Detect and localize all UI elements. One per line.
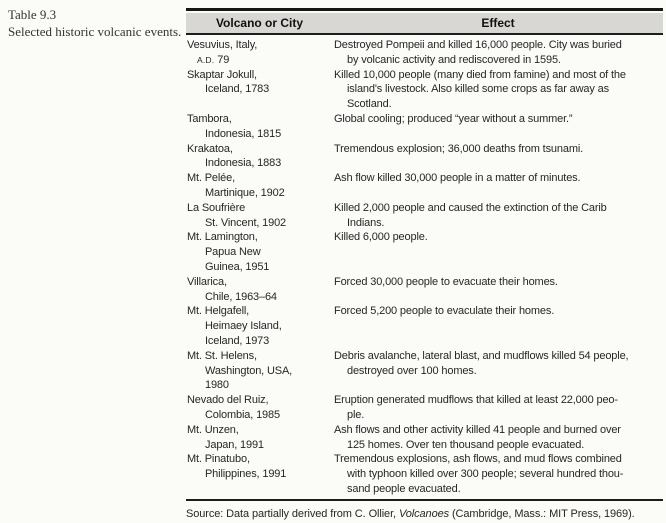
header-effect-column: Effect [481, 16, 515, 30]
volcano-name-cell: Nevado del Ruiz, Colombia, 1985 [187, 394, 280, 421]
table-row-la-soufriere [186, 201, 663, 231]
effect-cell: Global cooling; produced “year without a summer.” [334, 112, 573, 125]
top-rule [186, 8, 663, 11]
effect-cell: Killed 6,000 people. [334, 231, 428, 244]
bottom-rule [186, 499, 663, 501]
volcano-name-cell: Mt. Helgafell, Heimaey Island, Iceland, 1973 [187, 305, 282, 347]
table-row-mt-lamington [186, 230, 663, 274]
effect-cell: Ash flows and other activity killed 41 people and burned over 125 homes. Over ten thousand people evacuated. [334, 423, 621, 451]
volcano-name-cell: La Soufrière St. Vincent, 1902 [187, 201, 287, 229]
table-row-tambora [186, 112, 663, 142]
era-label: A.D. [197, 54, 215, 65]
effect-cell: Forced 30,000 people to evacuate their homes. [334, 275, 558, 288]
table-row-vesuvius [186, 38, 663, 68]
effect-cell: Destroyed Pompeii and killed 16,000 people. City was buried by volcanic activity and rediscovered in 1595. [334, 39, 622, 66]
volcano-name-cell: Villarica, Chile, 1963–64 [187, 275, 277, 303]
table-row-mt-pelee [186, 171, 663, 201]
volcano-name-cell: Mt. St. Helens, Washington, USA, 1980 [187, 349, 293, 392]
volcano-table [186, 8, 663, 520]
table-body [186, 38, 663, 497]
table-row-villarica [186, 275, 663, 305]
source-text-prefix: Source: Data partially derived from C. Ollier, [186, 507, 399, 520]
table-row-krakatoa [186, 142, 663, 172]
source-text-suffix: (Cambridge, Mass.: MIT Press, 1969). [449, 507, 635, 520]
volcano-name-cell: Mt. Pelée, Martinique, 1902 [187, 172, 285, 199]
table-header [186, 13, 663, 35]
volcano-name-cell: Vesuvius, Italy, A.D. 79 [187, 39, 258, 66]
header-volcano-column: Volcano or City [215, 16, 304, 30]
table-row-mt-helgafell [186, 304, 663, 348]
effect-cell: Killed 2,000 people and caused the extinction of the Carib Indians. [334, 201, 607, 229]
era-year: 79 [217, 53, 230, 66]
volcano-name-cell: Skaptar Jokull, Iceland, 1783 [187, 68, 270, 96]
source-note [186, 508, 663, 520]
volcano-name-cell: Mt. Pinatubo, Philippines, 1991 [187, 453, 287, 481]
volcano-name-cell: Tambora, Indonesia, 1815 [187, 112, 282, 140]
table-caption [8, 6, 181, 40]
table-number: Table 9.3 [8, 7, 57, 22]
effect-cell: Debris avalanche, lateral blast, and mudflows killed 54 people, destroyed over 100 homes. [334, 349, 629, 377]
table-row-mt-pinatubo [186, 452, 663, 496]
table-row-nevado-del-ruiz [186, 393, 663, 423]
effect-cell: Tremendous explosion; 36,000 deaths from tsunami. [334, 142, 584, 155]
table-row-mt-unzen [186, 423, 663, 453]
volcano-name-cell: Mt. Unzen, Japan, 1991 [187, 423, 264, 451]
volcano-name-cell: Mt. Lamington, Papua New Guinea, 1951 [187, 231, 270, 273]
effect-cell: Killed 10,000 people (many died from famine) and most of the island's livestock. Also killed some crops as far away as Scotland. [334, 68, 626, 111]
table-row-skaptar-jokull [186, 68, 663, 112]
source-book-title: Volcanoes [398, 507, 449, 520]
volcano-name-cell: Krakatoa, Indonesia, 1883 [187, 142, 282, 170]
effect-cell: Forced 5,200 people to evaculate their homes. [334, 305, 555, 318]
effect-cell: Tremendous explosions, ash flows, and mud flows combined with typhoon killed over 300 people; several hundred thou- sand people evacuated. [334, 453, 624, 495]
effect-cell: Eruption generated mudflows that killed at least 22,000 peo- ple. [334, 394, 618, 421]
table-row-mt-st-helens [186, 349, 663, 393]
effect-cell: Ash flow killed 30,000 people in a matter of minutes. [334, 172, 581, 185]
table-title: Selected historic volcanic events. [8, 24, 182, 39]
